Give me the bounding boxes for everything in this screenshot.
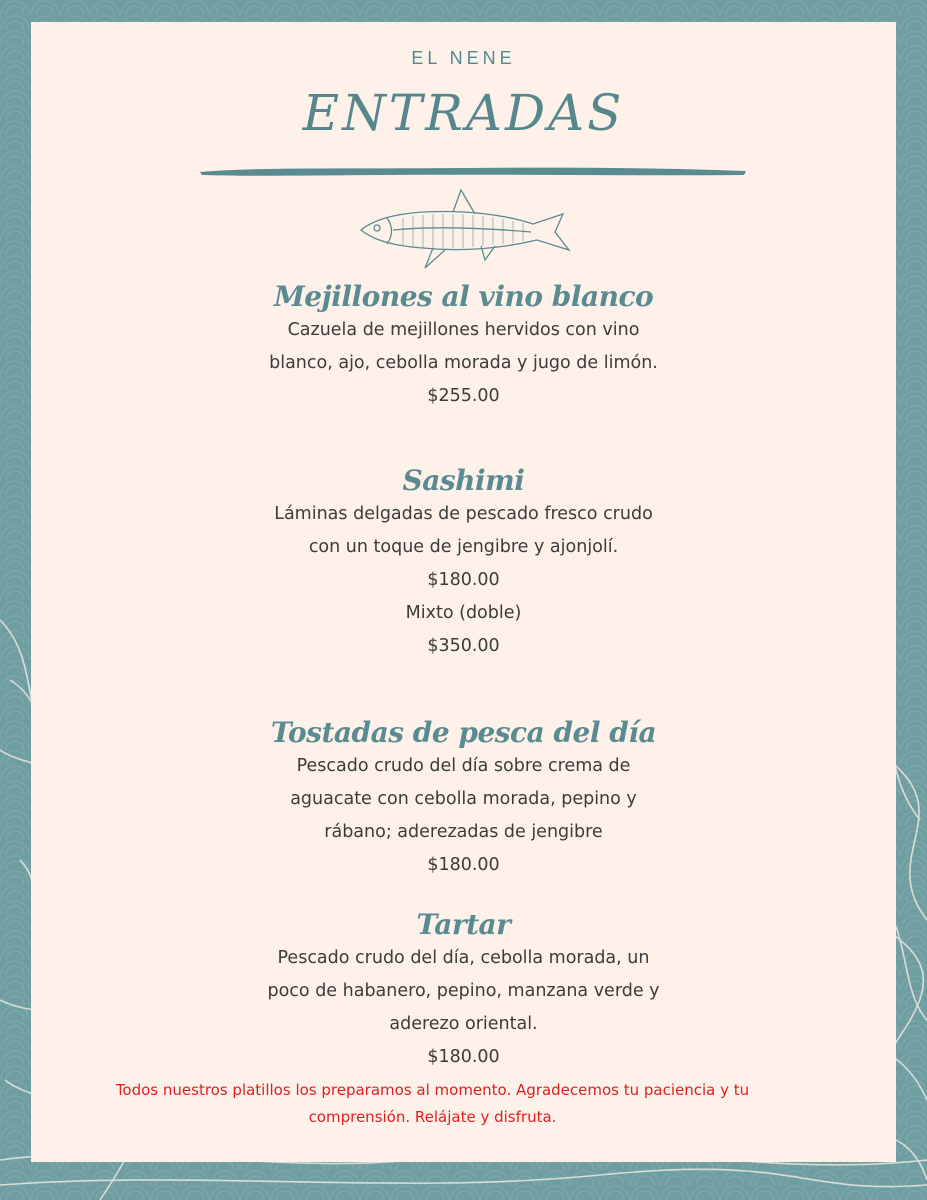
dish-description: Pescado crudo del día, cebolla morada, un poco de habanero, pepino, manzana verde y aderezo oriental.	[267, 948, 660, 1034]
dish-price: $255.00	[427, 386, 500, 406]
dish-price: $180.00	[427, 1047, 500, 1067]
page-title: ENTRADAS	[302, 84, 625, 142]
fish-illustration	[353, 184, 575, 272]
dish-name: Sashimi	[402, 464, 525, 497]
dish-description: Láminas delgadas de pescado fresco crudo con un toque de jengibre y ajonjolí.	[274, 504, 653, 557]
footer-note: Todos nuestros platillos los preparamos al momento. Agradecemos tu paciencia y tu comprensión. Relájate y disfruta.	[115, 1081, 750, 1126]
dish-name: Tostadas de pesca del día	[270, 716, 657, 749]
brush-stroke-divider	[198, 164, 748, 178]
menu-item-tartar	[31, 908, 896, 1074]
menu-item-mejillones	[31, 280, 896, 413]
dish-option-label: Mixto (doble)	[405, 603, 522, 623]
dish-price: $180.00	[427, 855, 500, 875]
menu-card	[31, 22, 896, 1162]
dish-description: Pescado crudo del día sobre crema de aguacate con cebolla morada, pepino y rábano; aderezadas de jengibre	[290, 756, 637, 842]
dish-name: Tartar	[416, 908, 511, 941]
restaurant-name: EL NENE	[411, 48, 516, 68]
dish-name: Mejillones al vino blanco	[273, 280, 654, 313]
menu-item-tostadas	[31, 716, 896, 882]
dish-description: Cazuela de mejillones hervidos con vino blanco, ajo, cebolla morada y jugo de limón.	[269, 320, 658, 373]
dish-option-price: $350.00	[427, 636, 500, 656]
menu-item-sashimi	[31, 464, 896, 663]
dish-price: $180.00	[427, 570, 500, 590]
